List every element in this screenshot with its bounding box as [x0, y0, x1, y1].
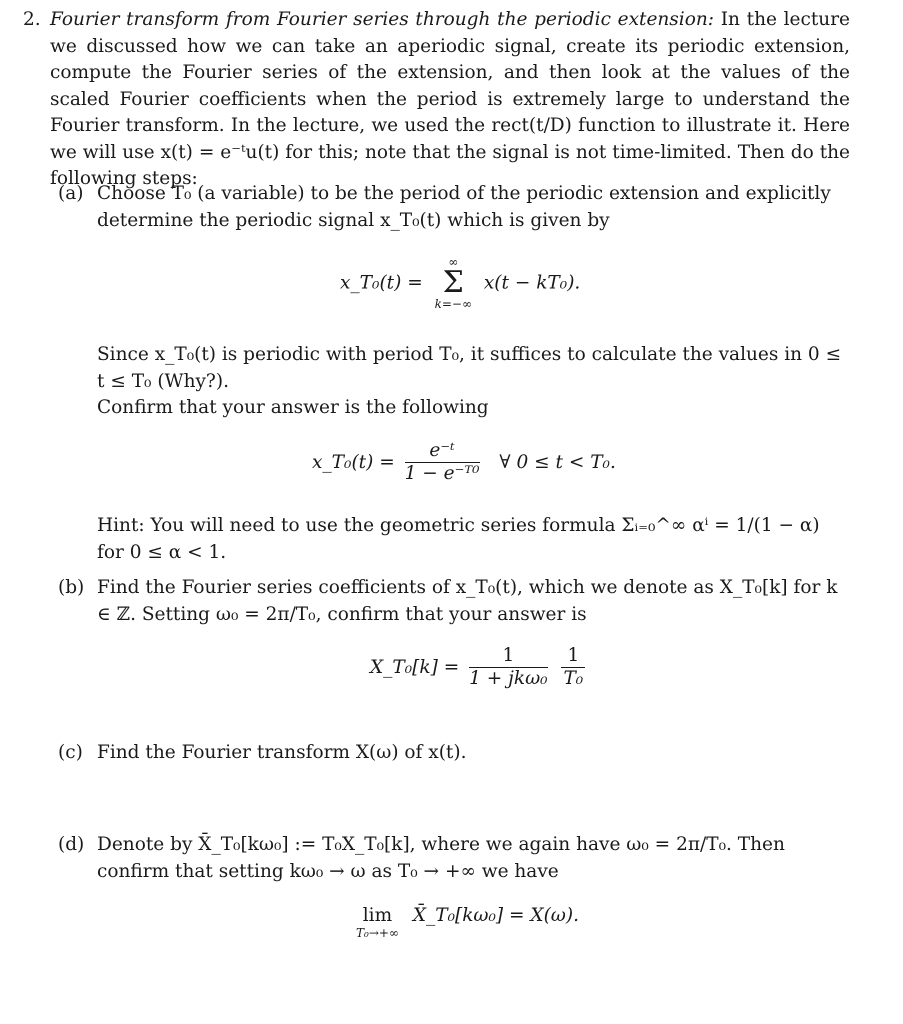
sum-upper: ∞ — [448, 255, 459, 269]
part-d-label: (d) — [58, 834, 85, 855]
eqb-fraction-2 — [561, 645, 585, 690]
problem-number: 2. — [23, 9, 41, 30]
eq2-denominator: 1 − e⁻ᵀ⁰ — [404, 463, 480, 484]
eqd-rhs: X̄_T₀[kω₀] = X(ω). — [412, 905, 579, 926]
part-a-equation-2 — [312, 440, 616, 485]
eqb-numerator-1: 1 — [469, 645, 547, 668]
part-b-equation — [370, 645, 589, 690]
eqb-lhs: X_T₀[k] = — [370, 657, 460, 678]
problem-intro-line1: In the lecture we — [50, 9, 850, 57]
limit-word: lim — [362, 905, 393, 926]
problem-intro-text: discussed how we can take an aperiodic signal, create its periodic extension, compute the Fourier series of the extension, and then look at the values of the scaled Fourier coefficients when the period is extremely large to understand the Fourier transform. In the lecture, we used the rect(t/D) function to illustrate it. Here we will use x(t) = e⁻ᵗu(t) for this; note that the signal is not time-limited. Then do the following steps: — [50, 35, 850, 189]
eq2-numerator: e⁻ᵗ — [405, 440, 480, 463]
problem-intro — [50, 7, 850, 193]
problem-title: Fourier transform from Fourier series through the periodic extension: — [50, 9, 715, 30]
part-d-equation — [356, 905, 579, 939]
part-a-confirm: Confirm that your answer is the following — [97, 397, 489, 418]
part-a-since: Since x_T₀(t) is periodic with period T₀, it suffices to calculate the values in 0 ≤ t ≤ T₀ (Why?). — [97, 344, 842, 392]
eq1-rhs: x(t − kT₀). — [483, 272, 581, 294]
eq2-lhs: x_T₀(t) = — [312, 452, 395, 473]
sigma-symbol: Σ — [442, 265, 464, 300]
part-c-text: Find the Fourier transform X(ω) of x(t). — [97, 742, 467, 763]
part-a-equation-1 — [340, 256, 580, 310]
part-c-label: (c) — [58, 742, 83, 763]
eq2-fraction — [405, 440, 480, 485]
part-b-label: (b) — [58, 577, 85, 598]
summation — [435, 256, 472, 310]
sum-lower: k=−∞ — [434, 297, 472, 311]
eq1-lhs: x_T₀(t) = — [340, 272, 423, 294]
eqb-denominator-2: T₀ — [563, 668, 584, 689]
part-b-text: Find the Fourier series coefficients of x_T₀(t), which we denote as X_T₀[k] for k ∈ ℤ. Setting ω₀ = 2π/T₀, confirm that your answer is — [97, 577, 838, 625]
eq2-condition: ∀ 0 ≤ t < T₀. — [499, 452, 616, 473]
eqb-fraction-1 — [469, 645, 547, 690]
eqb-denominator-1: 1 + jkω₀ — [469, 668, 548, 689]
limit-subscript: T₀→+∞ — [356, 926, 399, 940]
part-a-hint: Hint: You will need to use the geometric series formula Σᵢ₌₀^∞ αⁱ = 1/(1 − α) for 0 ≤ α < 1. — [97, 515, 820, 563]
limit — [356, 905, 399, 939]
part-d-text: Denote by X̄_T₀[kω₀] := T₀X_T₀[k], where we again have ω₀ = 2π/T₀. Then confirm that setting kω₀ → ω as T₀ → +∞ we have — [97, 834, 785, 882]
eqb-numerator-2: 1 — [561, 645, 585, 668]
part-a-label: (a) — [58, 183, 84, 204]
part-a-text: Choose T₀ (a variable) to be the period of the periodic extension and explicitly determine the periodic signal x_T₀(t) which is given by — [97, 183, 831, 231]
